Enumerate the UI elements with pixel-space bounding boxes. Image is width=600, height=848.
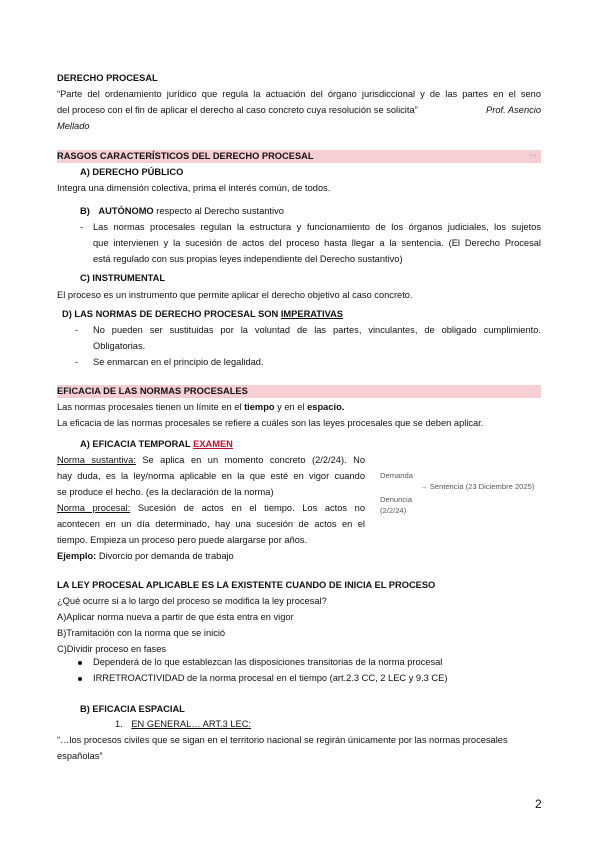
paragraph-instrumental: El proceso es un instrumento que permite aplicar el derecho objetivo al caso concreto. — [57, 290, 413, 300]
eficacia-intro-tiempo: tiempo — [244, 402, 275, 412]
espacial-quote-line-1: “…los procesos civiles que se sigan en el territorio nacional se regirán únicamente por las normas procesales — [57, 735, 508, 745]
subheading-autonomo-rest: respecto al Derecho sustantivo — [153, 206, 284, 216]
imperativas-text-line-3: Se enmarcan en el principio de legalidad. — [93, 357, 264, 367]
option-c: C)Dividir proceso en fases — [57, 644, 167, 654]
eficacia-temporal-label: A) EFICACIA TEMPORAL — [80, 439, 194, 449]
definition-quote-line-1: “Parte del ordenamiento jurídico que regula la actuación del órgano jurisdiccional y de las partes en el seno — [57, 89, 541, 99]
dash-marker: - — [80, 222, 84, 232]
examen-marker: EXAMEN — [193, 439, 233, 449]
espacial-quote-line-2: españolas” — [57, 751, 103, 761]
dash-marker: - — [75, 325, 79, 335]
bullet-icon — [78, 661, 82, 665]
section-title-ley-aplicable: LA LEY PROCESAL APLICABLE ES LA EXISTENTE CUANDO DE INICIA EL PROCESO — [57, 580, 436, 590]
side-note-demanda: Demanda — [380, 471, 413, 480]
ejemplo-line — [57, 550, 234, 563]
bullet-icon — [78, 677, 82, 681]
norma-procesal-label: Norma procesal: — [57, 503, 131, 513]
side-note-denuncia: Denuncia — [380, 495, 413, 504]
eficacia-intro-text-a: Las normas procesales tienen un límite en el — [57, 402, 245, 412]
section-title-derecho-procesal: DERECHO PROCESAL — [57, 73, 158, 83]
question-line: ¿Qué ocurre si a lo largo del proceso se modifica la ley procesal? — [57, 596, 327, 606]
subheading-eficacia-espacial: B) EFICACIA ESPACIAL — [80, 704, 185, 714]
numbered-item-1 — [115, 718, 251, 731]
numbered-item-1-number: 1. — [115, 719, 123, 729]
definition-quote-line-2 — [57, 104, 541, 117]
paragraph-derecho-publico: Integra una dimensión colectiva, prima el interés común, de todos. — [57, 183, 331, 193]
page-number: 2 — [535, 797, 542, 811]
norma-sustantiva-text: Se aplica en un momento concreto (2/2/24). No — [135, 455, 365, 465]
definition-quote-text: del proceso con el fin de aplicar el derecho al caso concreto cuya resolución se solicita” — [57, 105, 418, 115]
subheading-autonomo — [80, 205, 284, 218]
autonomo-text-line-1: Las normas procesales regulan la estructura y funcionamiento de los órganos judiciales, los sujetos — [93, 222, 541, 232]
bullet-item-1: Dependerá de lo que establezcan las disposiciones transitorias de la norma procesal — [93, 657, 443, 667]
subheading-autonomo-bold: AUTÓNOMO — [98, 206, 154, 216]
norma-procesal-line-2: acontecen en un día determinado, hay una sucesión de actos en el — [57, 519, 365, 529]
subheading-imperativas-text: D) LAS NORMAS DE DERECHO PROCESAL SON — [62, 309, 281, 319]
norma-procesal-text: Sucesión de actos en el tiempo. Los actos no — [130, 503, 366, 513]
definition-author: Prof. Asencio — [486, 105, 541, 115]
imperativas-underlined: IMPERATIVAS — [280, 309, 343, 319]
section-title-rasgos: RASGOS CARACTERÍSTICOS DEL DERECHO PROCESAL — [57, 151, 314, 161]
ejemplo-label: Ejemplo: — [57, 551, 97, 561]
norma-procesal-line-1 — [57, 502, 365, 515]
section-title-eficacia: EFICACIA DE LAS NORMAS PROCESALES — [57, 386, 248, 396]
eficacia-intro-espacio: espacio. — [307, 402, 345, 412]
norma-sustantiva-line-2: hay duda, es la ley/norma aplicable en la que esté en vigor cuando — [57, 471, 365, 481]
norma-sustantiva-line-1 — [57, 454, 365, 467]
faint-watermark-mark: ●● — [529, 153, 537, 159]
imperativas-text-line-1: No pueden ser sustituidas por la voluntad de las partes, vinculantes, de obligado cumplimiento. — [93, 325, 541, 335]
option-b: B)Tramitación con la norma que se inició — [57, 628, 226, 638]
dash-marker: - — [75, 357, 79, 367]
subheading-eficacia-temporal — [80, 438, 233, 451]
autonomo-text-line-2: que intervienen y la sucesión de actos del proceso hasta llegar a la sentencia. (El Derecho Procesal — [93, 238, 541, 248]
subheading-instrumental: C) INSTRUMENTAL — [80, 273, 166, 283]
eficacia-intro-line-2: La eficacia de las normas procesales se refiere a cuáles son las leyes procesales que se deben aplicar. — [57, 418, 484, 428]
subheading-derecho-publico: A) DERECHO PÚBLICO — [80, 167, 184, 177]
subheading-imperativas — [62, 308, 343, 321]
numbered-item-1-text: EN GENERAL… ART.3 LEC: — [131, 719, 252, 729]
ejemplo-text: Divorcio por demanda de trabajo — [96, 551, 234, 561]
norma-sustantiva-label: Norma sustantiva: — [57, 455, 136, 465]
option-a: A)Aplicar norma nueva a partir de que ésta entra en vigor — [57, 612, 294, 622]
eficacia-intro-line-1 — [57, 401, 344, 414]
side-note-date: (2/2/24) — [380, 506, 407, 515]
norma-procesal-line-3: tiempo. Empieza un proceso pero puede alargarse por años. — [57, 535, 308, 545]
eficacia-intro-text-b: y en el — [274, 402, 308, 412]
norma-sustantiva-line-3: se produce el hecho. (es la declaración de la norma) — [57, 487, 274, 497]
definition-author-continued: Mellado — [57, 121, 90, 131]
autonomo-text-line-3: está regulado con sus propias leyes independiente del Derecho sustantivo) — [93, 254, 403, 264]
subheading-autonomo-label: B) — [80, 206, 90, 216]
bullet-item-2: IRRETROACTIVIDAD de la norma procesal en el tiempo (art.2.3 CC, 2 LEC y 9.3 CE) — [93, 673, 448, 683]
imperativas-text-line-2: Obligatorias. — [93, 341, 146, 351]
side-note-sentencia: → Sentencia (23 Diciembre 2025) — [420, 482, 535, 491]
